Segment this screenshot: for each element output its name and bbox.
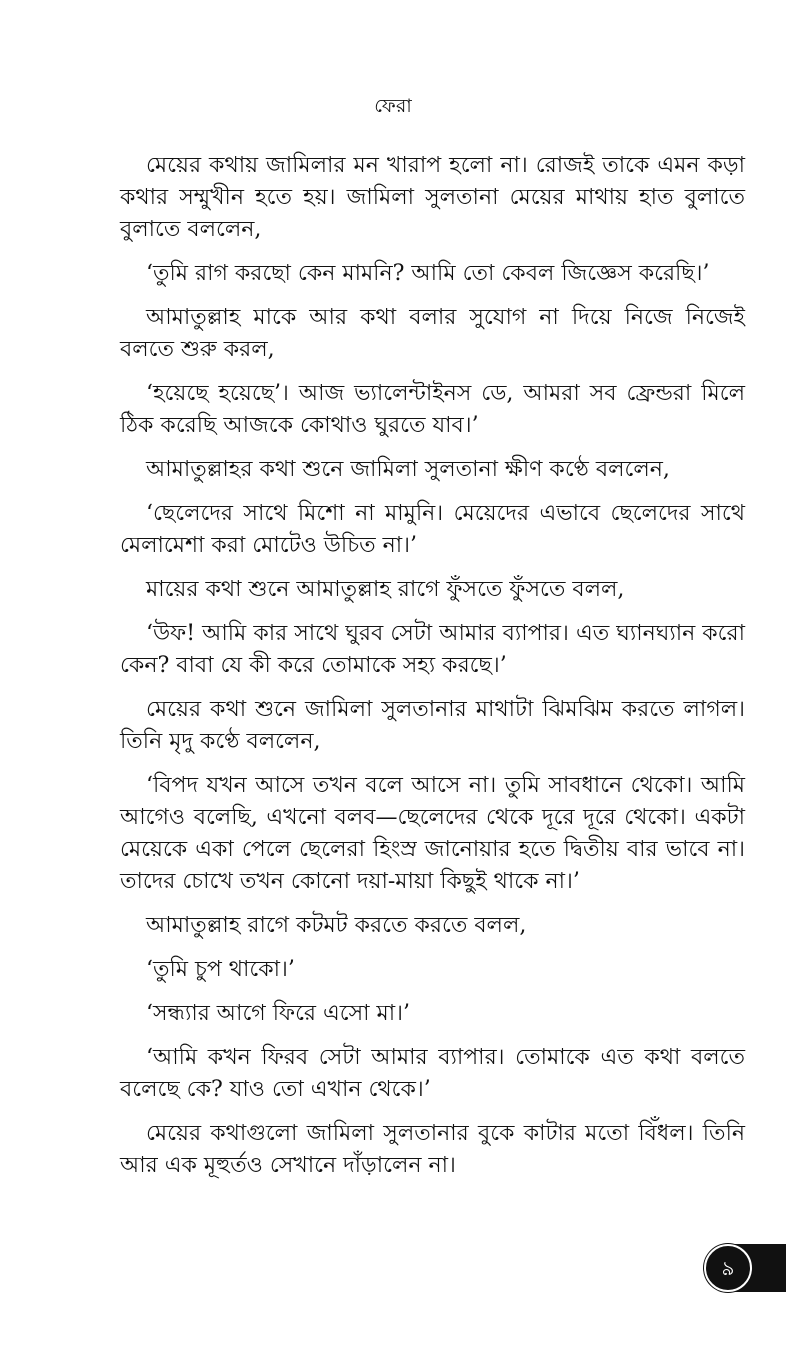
paragraph: মেয়ের কথা শুনে জামিলা সুলতানার মাথাটা ঝিমঝিম করতে লাগল। তিনি মৃদু কণ্ঠে বললেন, (120, 697, 745, 754)
paragraph: ‘আমি কখন ফিরব সেটা আমার ব্যাপার। তোমাকে এত কথা বলতে বলেছে কে? যাও তো এখান থেকে।’ (120, 1045, 745, 1102)
paragraph: ‘হয়েছে হয়েছে’। আজ ভ্যালেন্টাইনস ডে, আমরা সব ফ্রেন্ডরা মিলে ঠিক করেছি আজকে কোথাও ঘুরতে যাব।’ (120, 381, 745, 438)
paragraph: ‘তুমি চুপ থাকো।’ (146, 957, 295, 982)
paragraph: আমাতুল্লাহ রাগে কটমট করতে করতে বলল, (146, 913, 527, 938)
paragraph: ‘তুমি রাগ করছো কেন মামনি? আমি তো কেবল জিজ্ঞেস করেছি।’ (146, 261, 710, 286)
paragraph: ‘সন্ধ্যার আগে ফিরে এসো মা।’ (146, 1001, 410, 1026)
paragraph: আমাতুল্লাহর কথা শুনে জামিলা সুলতানা ক্ষীণ কণ্ঠে বললেন, (146, 457, 670, 482)
paragraph: ‘উফ! আমি কার সাথে ঘুরব সেটা আমার ব্যাপার। এত ঘ্যানঘ্যান করো কেন? বাবা যে কী করে তোমাকে সহ্য করছে।’ (120, 621, 745, 678)
paragraph: মেয়ের কথায় জামিলার মন খারাপ হলো না। রোজই তাকে এমন কড়া কথার সম্মুখীন হতে হয়। জামিলা সুলতানা মেয়ের মাথায় হাত বুলাতে বুলাতে বললেন, (120, 153, 745, 242)
paragraph: ‘ছেলেদের সাথে মিশো না মামুনি। মেয়েদের এভাবে ছেলেদের সাথে মেলামেশা করা মোটেও উচিত না।’ (120, 501, 745, 558)
paragraph: ‘বিপদ যখন আসে তখন বলে আসে না। তুমি সাবধানে থেকো। আমি আগেও বলেছি, এখনো বলব—ছেলেদের থেকে দূরে দূরে থেকো। একটা মেয়েকে একা পেলে ছেলেরা হিংস্র জানোয়ার হতে দ্বিতীয় বার ভাবে না। তাদের চোখে তখন কোনো দয়া-মায়া কিছুই থাকে না।’ (120, 773, 745, 894)
running-head: ফেরা (374, 95, 412, 117)
page-number-tab (704, 1244, 786, 1292)
body-text (120, 150, 745, 1194)
page-number: ৯ (704, 1244, 752, 1292)
paragraph: আমাতুল্লাহ মাকে আর কথা বলার সুযোগ না দিয়ে নিজে নিজেই বলতে শুরু করল, (120, 305, 745, 362)
paragraph: মেয়ের কথাগুলো জামিলা সুলতানার বুকে কাটার মতো বিঁধল। তিনি আর এক মূহুর্তও সেখানে দাঁড়ালেন না। (120, 1121, 745, 1178)
paragraph: মায়ের কথা শুনে আমাতুল্লাহ রাগে ফুঁসতে ফুঁসতে বলল, (146, 577, 625, 602)
